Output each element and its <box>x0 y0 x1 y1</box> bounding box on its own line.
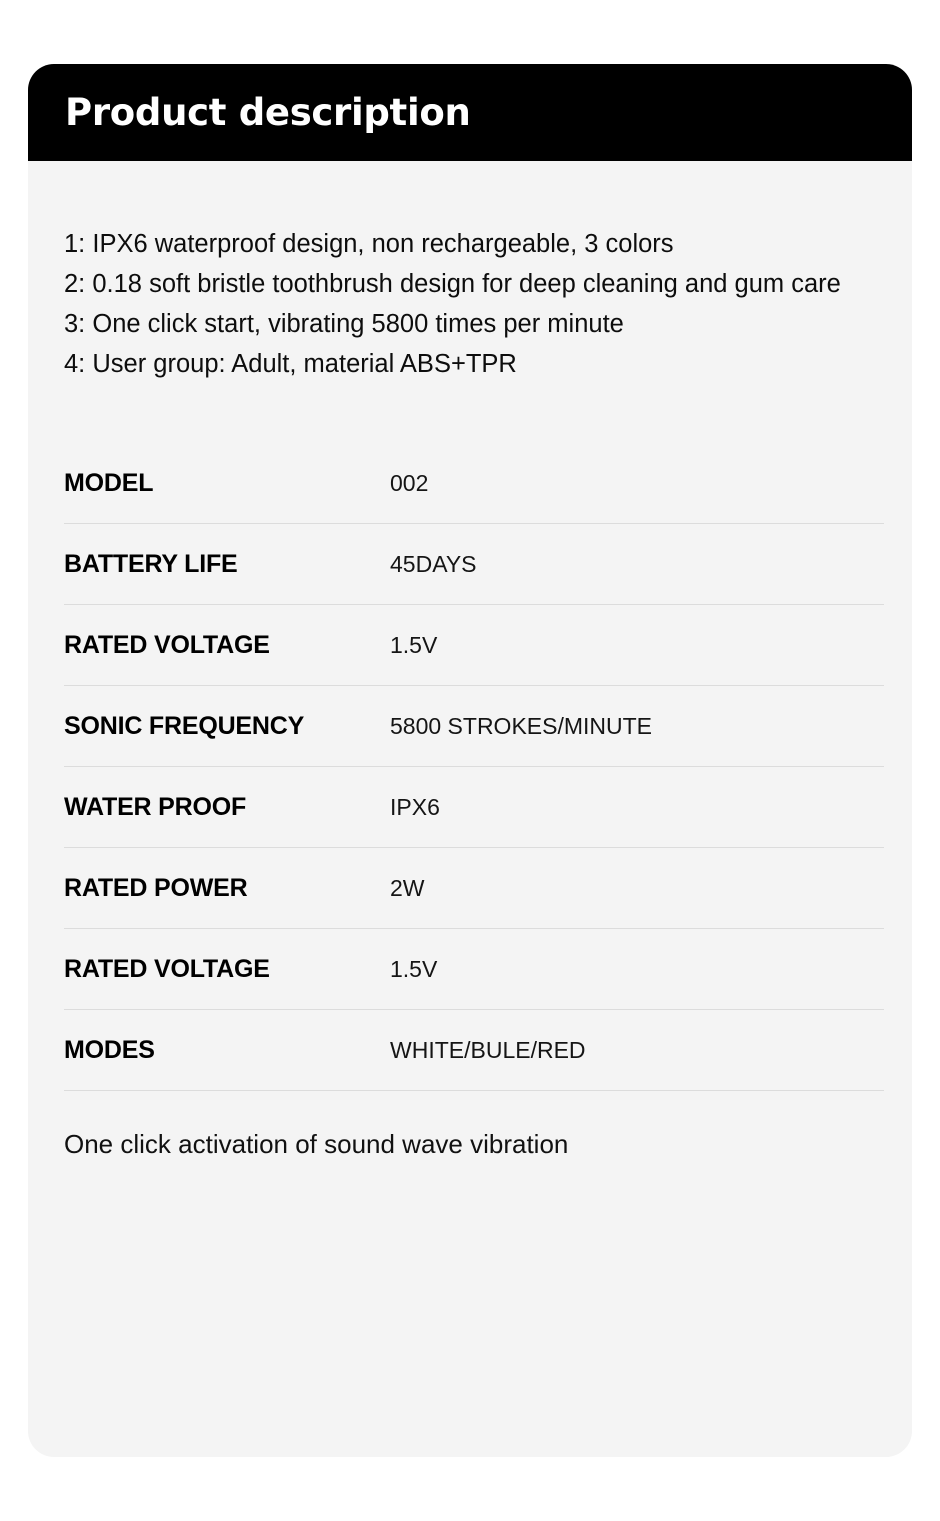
table-row <box>64 524 884 605</box>
product-description-page <box>0 64 940 1521</box>
product-description-card <box>28 64 912 1457</box>
table-row <box>64 848 884 929</box>
list-item-number: 2: <box>64 270 93 298</box>
spec-value: WHITE/BULE/RED <box>390 1036 586 1063</box>
table-row <box>64 605 884 686</box>
table-row <box>64 443 884 524</box>
list-item-number: 1: <box>64 230 93 258</box>
spec-value: 1.5V <box>390 955 438 982</box>
list-item <box>64 344 878 384</box>
spec-key: WATER PROOF <box>64 792 247 821</box>
spec-value: 5800 STROKES/MINUTE <box>390 712 653 739</box>
table-row <box>64 929 884 1010</box>
card-body <box>28 224 912 1160</box>
spec-key: MODES <box>64 1035 155 1064</box>
page-title: Product description <box>65 91 471 134</box>
spec-value: 1.5V <box>390 631 438 658</box>
spec-value: 2W <box>390 874 425 901</box>
table-row <box>64 767 884 848</box>
spec-key: RATED VOLTAGE <box>64 630 270 659</box>
spec-value: 45DAYS <box>390 550 477 577</box>
specifications-table <box>64 443 884 1091</box>
list-item-text: User group: Adult, material ABS+TPR <box>92 350 517 378</box>
list-item <box>64 264 878 304</box>
list-item-text: IPX6 waterproof design, non rechargeable, 3 colors <box>92 230 674 258</box>
list-item-number: 3: <box>64 310 93 338</box>
list-item <box>64 304 878 344</box>
spec-value: 002 <box>390 469 429 496</box>
list-item <box>64 224 878 264</box>
list-item-number: 4: <box>64 350 93 378</box>
spec-key: MODEL <box>64 468 154 497</box>
spec-key: RATED POWER <box>64 873 248 902</box>
spec-key: RATED VOLTAGE <box>64 954 270 983</box>
table-row <box>64 686 884 767</box>
spec-key: SONIC FREQUENCY <box>64 711 305 740</box>
table-row <box>64 1010 884 1091</box>
list-item-text: One click start, vibrating 5800 times per minute <box>92 310 624 338</box>
card-header <box>28 64 912 161</box>
spec-key: BATTERY LIFE <box>64 549 238 578</box>
list-item-text: 0.18 soft bristle toothbrush design for deep cleaning and gum care <box>92 270 841 298</box>
footnote-text: One click activation of sound wave vibration <box>64 1129 569 1159</box>
spec-value: IPX6 <box>390 793 440 820</box>
feature-list <box>64 224 878 384</box>
